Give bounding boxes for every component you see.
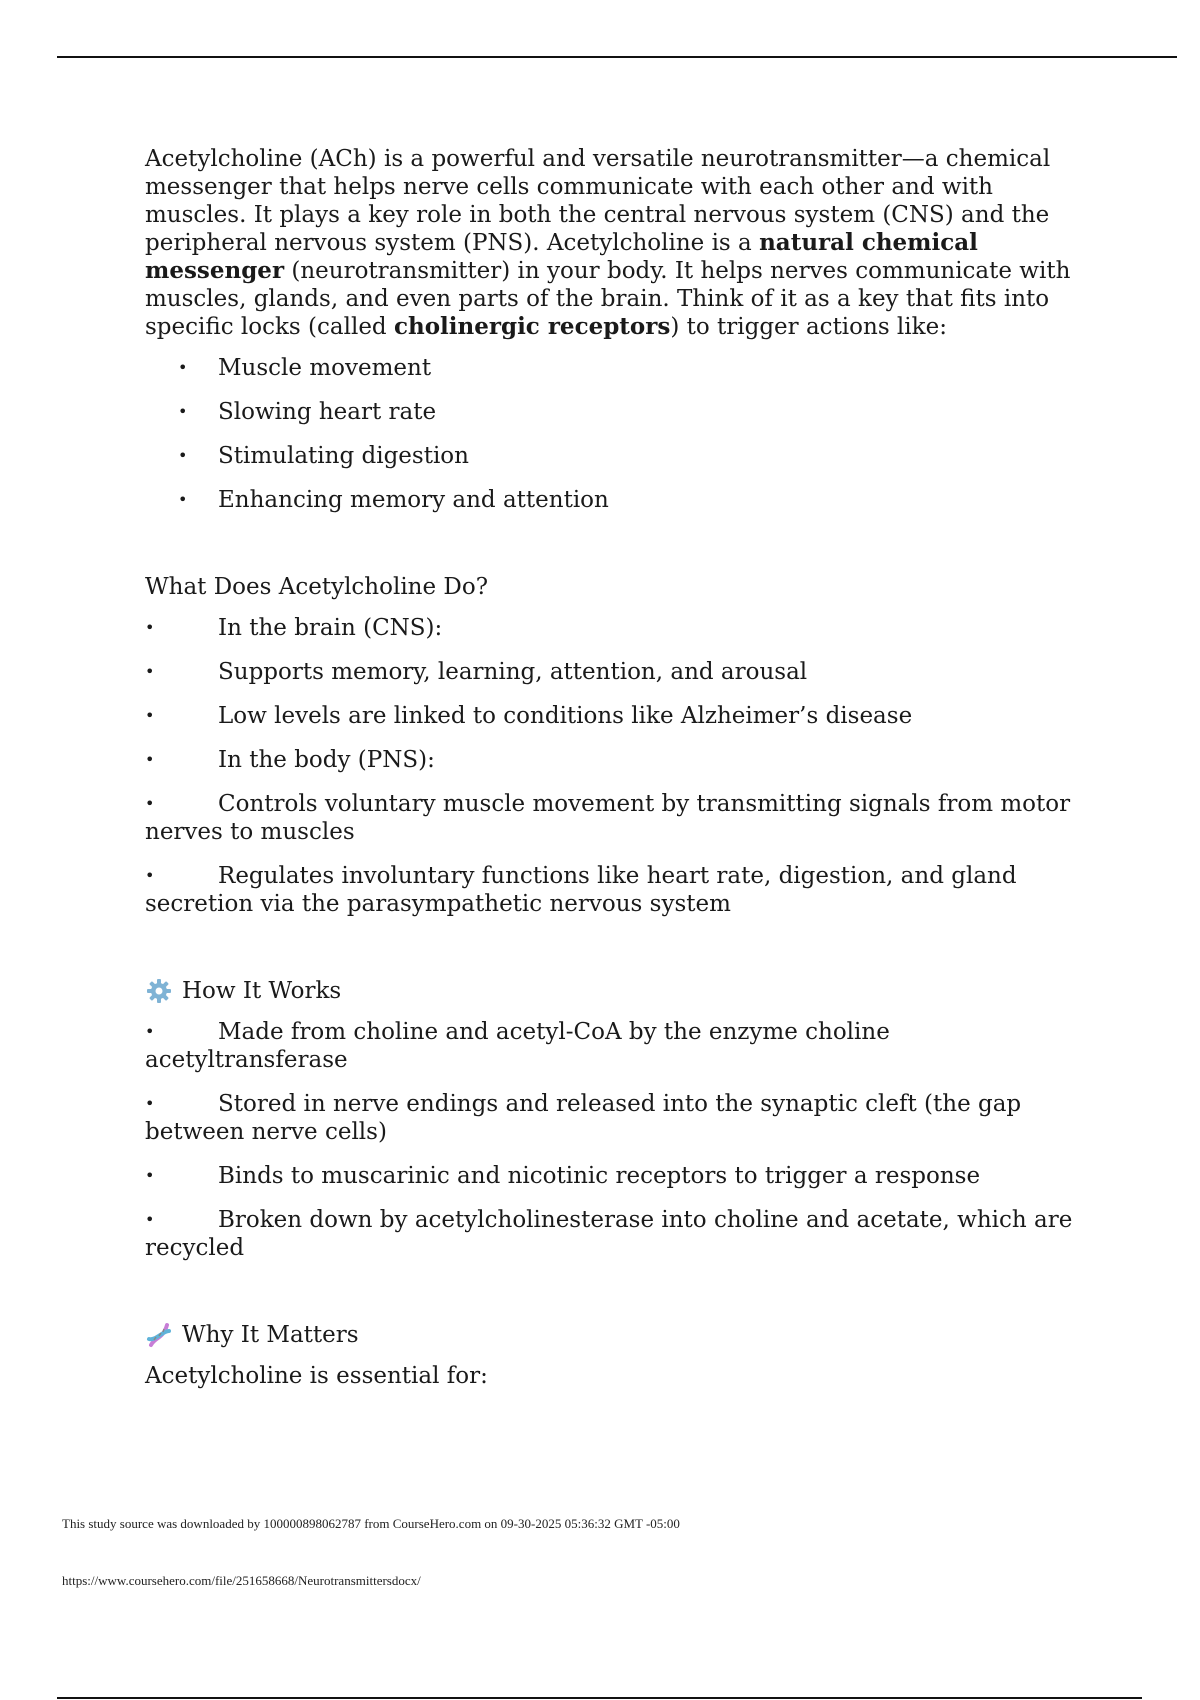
bullet: • [178,402,188,421]
list-item [145,614,1085,642]
list-item-text: Stored in nerve endings and released into the synaptic cleft (the gap between nerve cells) [145,1091,1022,1145]
bullet: • [145,1166,155,1185]
intro-text-2: (neurotransmitter) in your body. It helps nerves communicate with muscles, glands, and even parts of the brain. Think of it as a key that fits into specific locks (called [145,258,1071,340]
top-rule [57,56,1177,58]
list-item-text: Binds to muscarinic and nicotinic receptors to trigger a response [218,1163,981,1189]
list-item [145,442,1085,470]
list-item [145,398,1085,426]
list-item-text: In the body (PNS): [218,747,435,773]
actions-list [145,354,1085,514]
intro-text-1: Acetylcholine (ACh) is a powerful and versatile neurotransmitter—a chemical messenger that helps nerve cells communicate with each other and with muscles. It plays a key role in both the central nervous system (CNS) and the peripheral nervous system (PNS). Acetylcholine is a [145,146,1051,256]
list-item [145,702,1085,730]
what-does-list [145,614,1085,918]
how-it-works-list [145,1018,1085,1262]
list-item-text: Broken down by acetylcholinesterase into choline and acetate, which are recycled [145,1207,1073,1261]
bullet: • [178,358,188,377]
source-url: https://www.coursehero.com/file/251658668/Neurotransmittersdocx/ [62,1573,421,1588]
list-item-text: Supports memory, learning, attention, and arousal [218,659,808,685]
document-body [145,145,1085,1390]
bullet: • [145,1094,155,1113]
intro-bold-cholinergic-receptors: cholinergic receptors [393,313,671,340]
section-title-why-it-matters [145,1321,1085,1349]
list-item [145,1206,1085,1262]
download-note: This study source was downloaded by 100000898062787 from CourseHero.com on 09-30-2025 05:36:32 GMT -05:00 [62,1516,680,1531]
list-item-text: Low levels are linked to conditions like Alzheimer’s disease [218,703,913,729]
bullet: • [178,490,188,509]
list-item-text: Made from choline and acetyl-CoA by the enzyme choline acetyltransferase [145,1019,890,1073]
bullet: • [145,866,155,885]
list-item-text: In the brain (CNS): [218,615,443,641]
bullet: • [145,1022,155,1041]
intro-text-3: ) to trigger actions like: [670,314,947,340]
list-item-text: Stimulating digestion [218,443,469,469]
list-item [145,1162,1085,1190]
list-item [145,790,1085,846]
intro-paragraph [145,145,1085,341]
bullet: • [145,706,155,725]
list-item-text: Muscle movement [218,355,432,381]
list-item [145,1090,1085,1146]
list-item [145,658,1085,686]
section-title-text: How It Works [182,978,342,1004]
bullet: • [178,446,188,465]
section-title-text: Why It Matters [182,1322,359,1348]
list-item [145,486,1085,514]
bottom-rule [57,1697,1142,1699]
gear-icon [145,977,175,1005]
list-item [145,354,1085,382]
list-item-text: Regulates involuntary functions like heart rate, digestion, and gland secretion via the parasympathetic nervous system [145,863,1017,917]
list-item-text: Controls voluntary muscle movement by transmitting signals from motor nerves to muscles [145,791,1071,845]
bullet: • [145,618,155,637]
section-title-what-does: What Does Acetylcholine Do? [145,574,489,600]
list-item [145,746,1085,774]
dna-icon [145,1321,175,1349]
section-title-how-it-works [145,977,1085,1005]
list-item [145,1018,1085,1074]
bullet: • [145,1210,155,1229]
list-item-text: Enhancing memory and attention [218,487,609,513]
bullet: • [145,794,155,813]
bullet: • [145,662,155,681]
why-it-matters-text: Acetylcholine is essential for: [145,1363,488,1389]
intro-bold-natural-chemical-messenger: natural chemical messenger [145,229,978,284]
list-item-text: Slowing heart rate [218,399,437,425]
list-item [145,862,1085,918]
bullet: • [145,750,155,769]
